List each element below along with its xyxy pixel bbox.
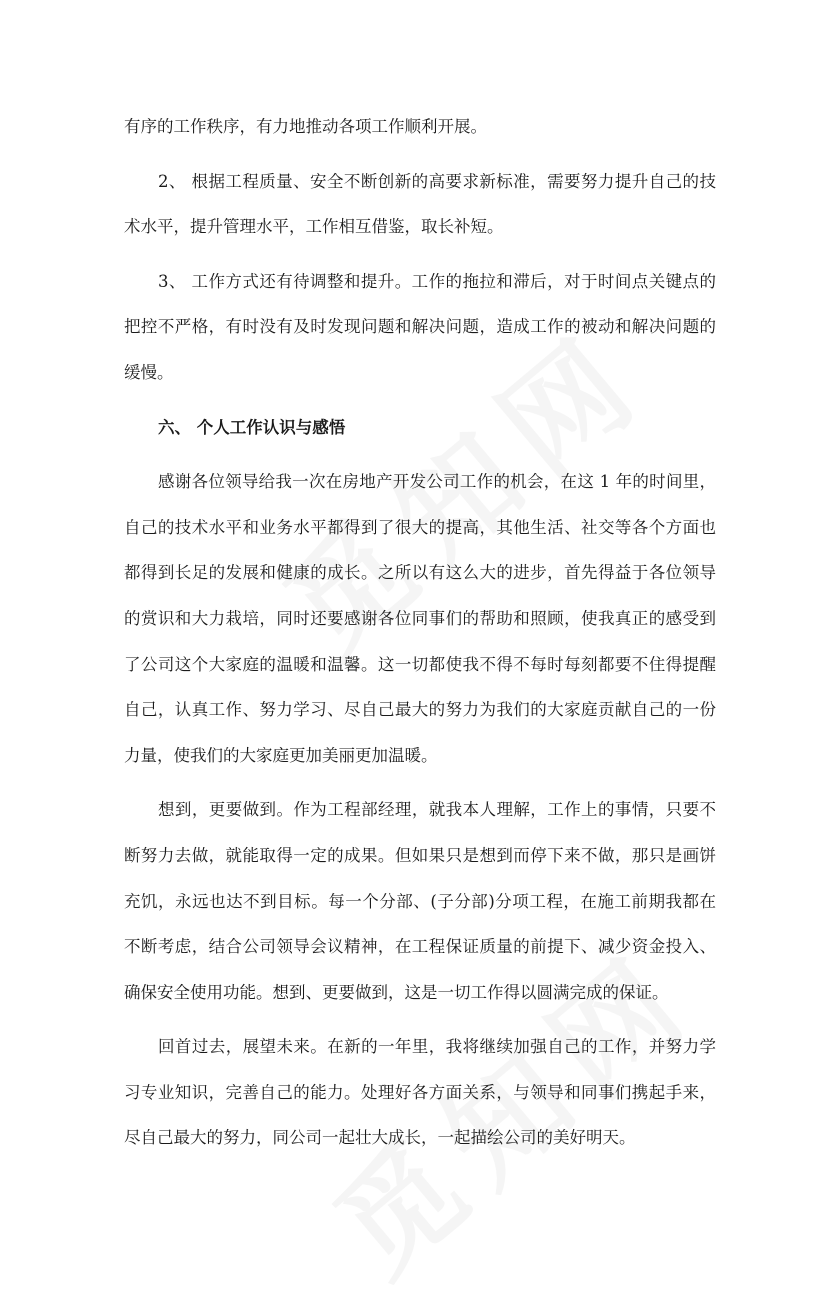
paragraph	[124, 1024, 716, 1161]
paragraph	[124, 459, 716, 778]
text-line: 的赏识和大力栽培，同时还要感谢各位同事们的帮助和照顾，使我真正的感受到	[124, 608, 716, 628]
text-line: 了公司这个大家庭的温暖和温馨。这一切都使我不得不每时每刻都要不住得提醒	[124, 654, 716, 674]
text-line: 确保安全使用功能。想到、更要做到，这是一切工作得以圆满完成的保证。	[124, 982, 669, 1002]
text-line: 想到，更要做到。作为工程部经理，就我本人理解，工作上的事情，只要不	[158, 800, 716, 820]
text-line: 尽自己最大的努力，同公司一起壮大成长，一起描绘公司的美好明天。	[124, 1128, 636, 1148]
text-line: 术水平，提升管理水平，工作相互借鉴，取长补短。	[124, 217, 504, 237]
paragraph	[124, 104, 716, 150]
text-line: 有序的工作秩序，有力地推动各项工作顺利开展。	[124, 117, 487, 136]
text-line: 都得到长足的发展和健康的成长。之所以有这么大的进步，首先得益于各位领导	[124, 563, 716, 583]
text-line: 自己，认真工作、努力学习、尽自己最大的努力为我们的大家庭贡献自己的一份	[124, 700, 716, 720]
text-line: 习专业知识，完善自己的能力。处理好各方面关系，与领导和同事们携起手来，	[124, 1082, 716, 1102]
paragraph	[124, 787, 716, 1015]
paragraph-list-item-3	[124, 259, 716, 396]
text-line: 3、 工作方式还有待调整和提升。工作的拖拉和滞后，对于时间点关键点的	[158, 271, 716, 291]
text-line: 断努力去做，就能取得一定的成果。但如果只是想到而停下来不做，那只是画饼	[124, 845, 716, 865]
document-body	[124, 104, 716, 1161]
text-line: 缓慢。	[124, 362, 174, 382]
section-heading: 六、 个人工作认识与感悟	[158, 417, 346, 437]
text-line: 感谢各位领导给我一次在房地产开发公司工作的机会，在这 1 年的时间里，	[158, 472, 716, 492]
text-line: 把控不严格，有时没有及时发现问题和解决问题，造成工作的被动和解决问题的	[124, 317, 716, 337]
text-line: 自己的技术水平和业务水平都得到了很大的提高，其他生活、社交等各个方面也	[124, 517, 716, 537]
paragraph-list-item-2	[124, 159, 716, 250]
text-line: 力量，使我们的大家庭更加美丽更加温暖。	[124, 745, 438, 765]
text-line: 回首过去，展望未来。在新的一年里，我将继续加强自己的工作，并努力学	[158, 1037, 716, 1057]
text-line: 不断考虑，结合公司领导会议精神，在工程保证质量的前提下、减少资金投入、	[124, 937, 716, 957]
text-line: 2、 根据工程质量、安全不断创新的高要求新标准，需要努力提升自己的技	[158, 171, 716, 191]
text-line: 充饥，永远也达不到目标。每一个分部、(子分部)分项工程，在施工前期我都在	[124, 891, 716, 911]
